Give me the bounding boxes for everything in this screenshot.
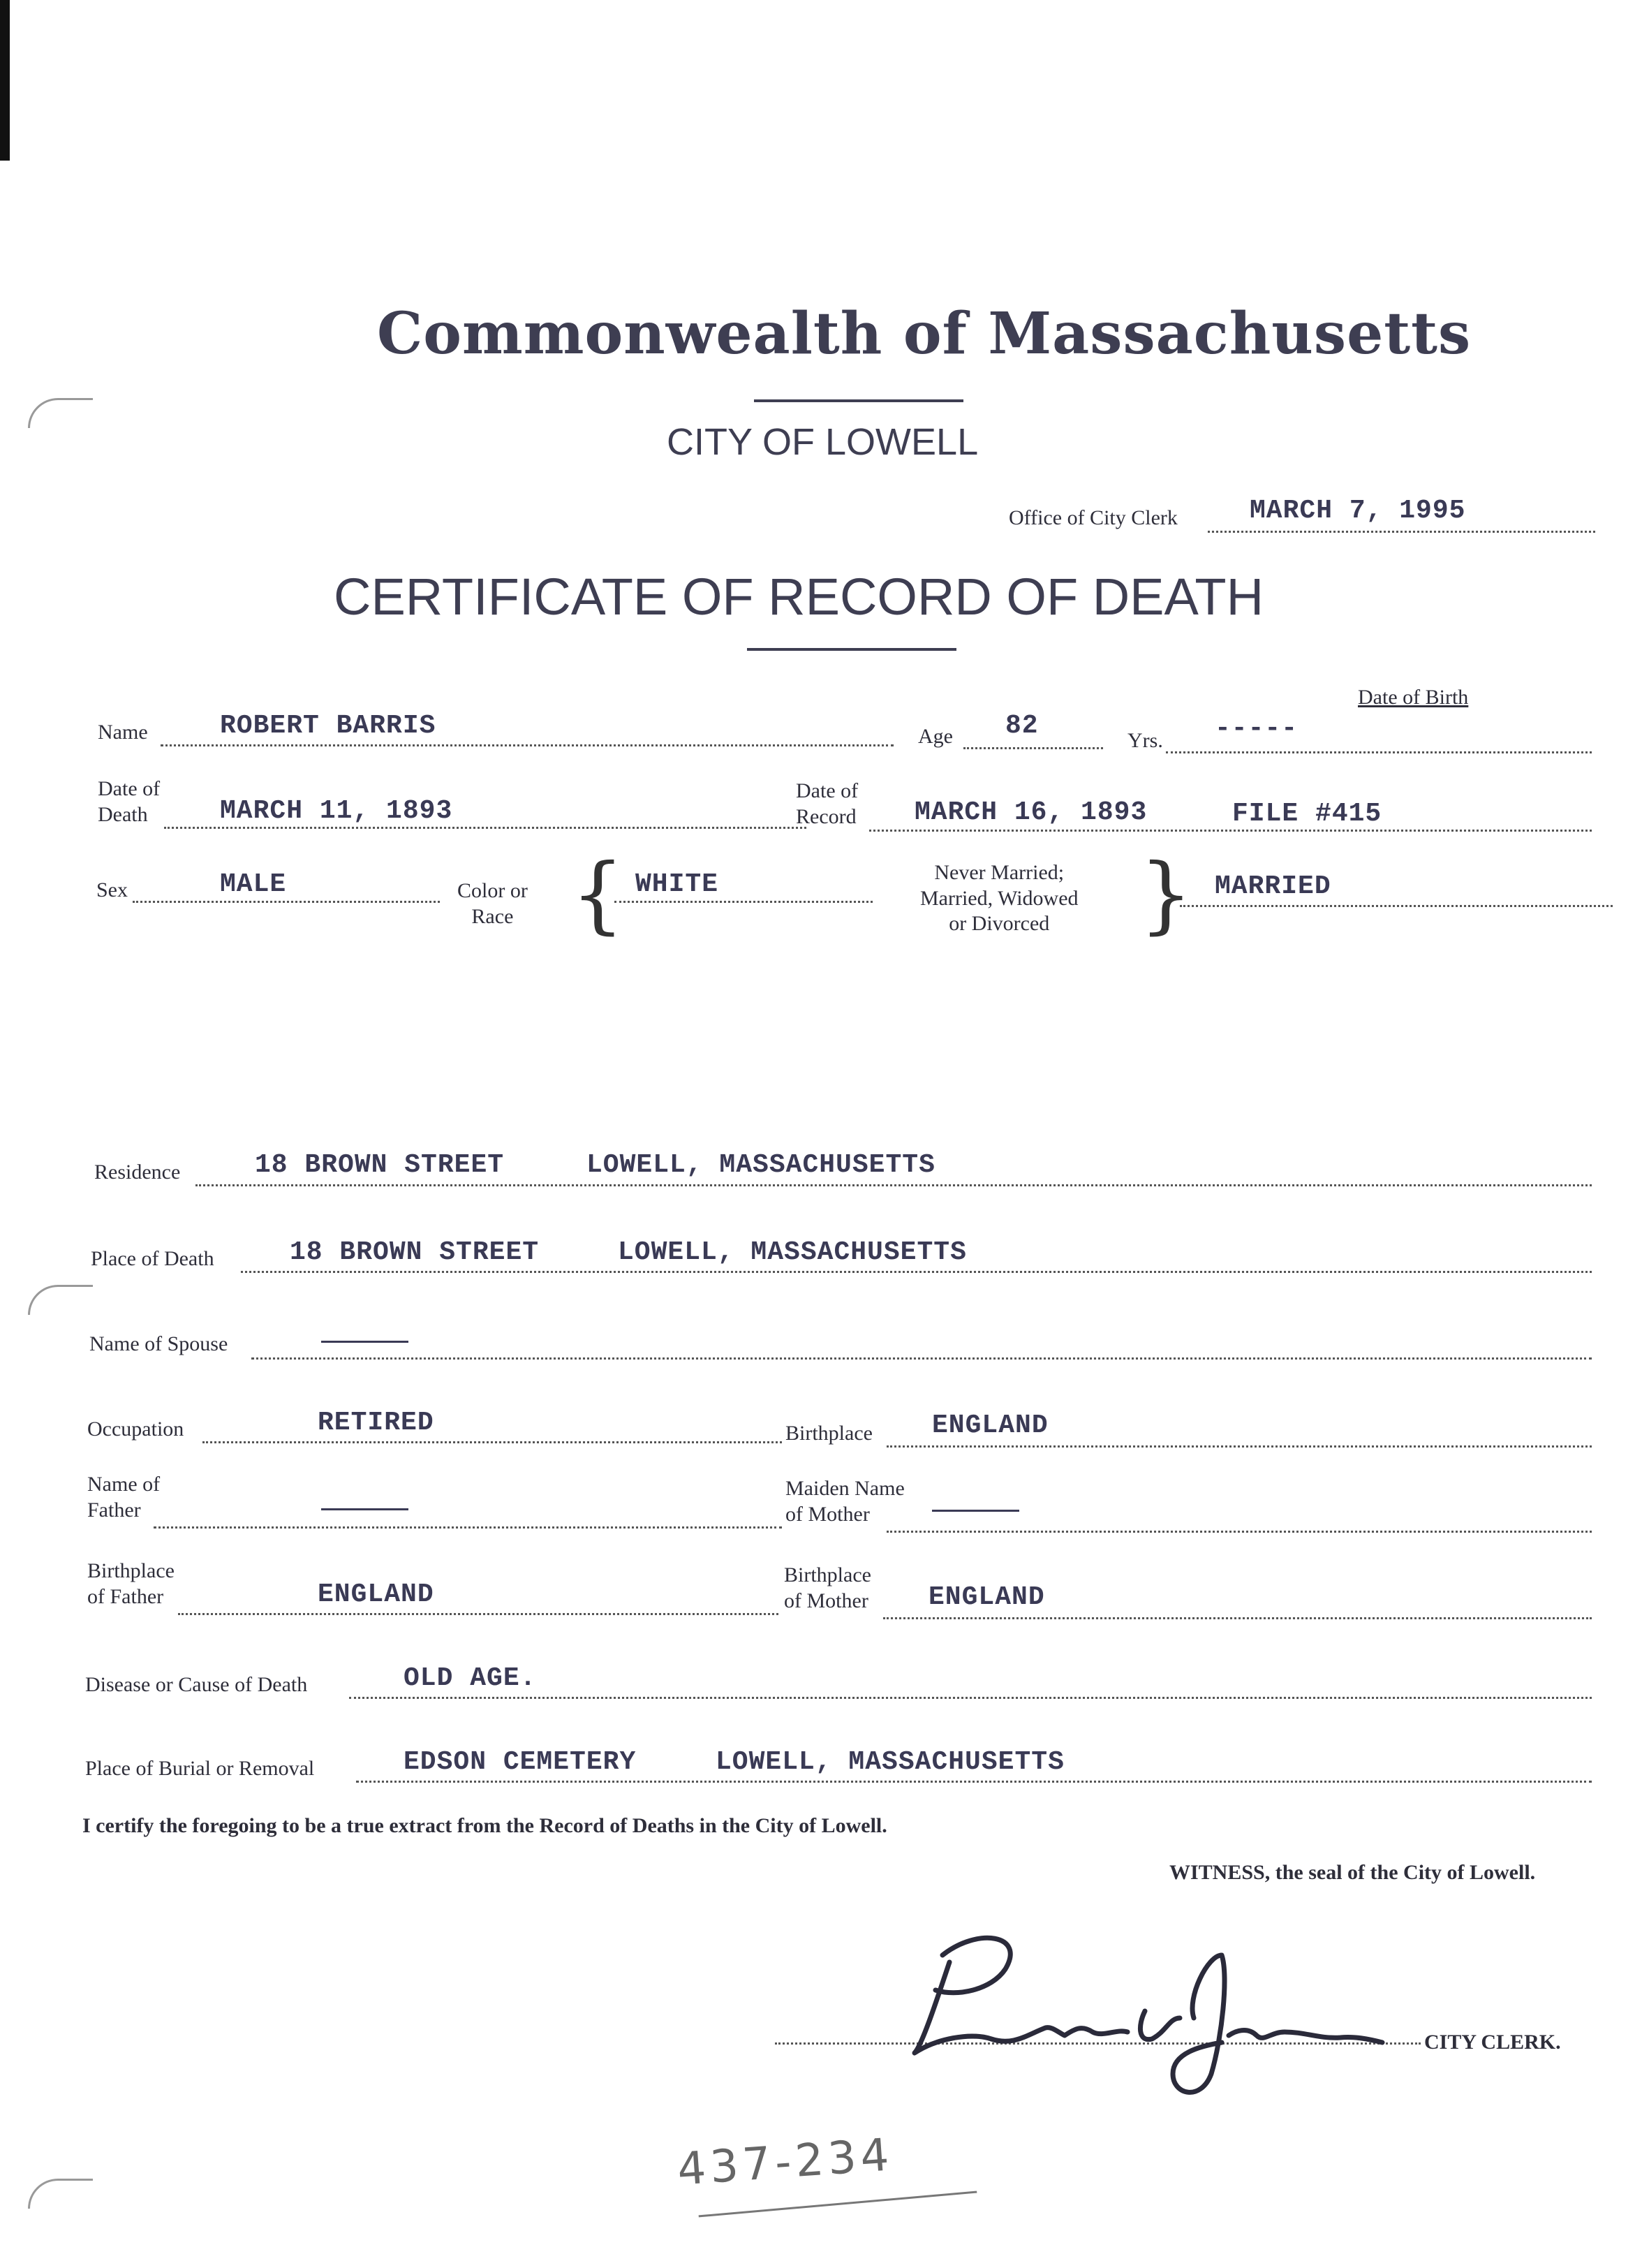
father-birthplace-line	[178, 1613, 778, 1615]
place-of-death-label: Place of Death	[91, 1247, 214, 1270]
date-of-record-value: MARCH 16, 1893	[915, 797, 1148, 827]
birthplace-line	[887, 1445, 1592, 1448]
age-line	[963, 747, 1103, 749]
title-rule	[747, 648, 956, 651]
sex-line	[133, 901, 440, 903]
occupation-value: RETIRED	[318, 1408, 434, 1438]
spouse-label: Name of Spouse	[89, 1332, 228, 1355]
mother-birthplace-line	[883, 1617, 1592, 1619]
date-of-record-line	[869, 830, 1592, 832]
office-label: Office of City Clerk	[1009, 506, 1178, 529]
name-label: Name	[98, 721, 148, 744]
burial-place-value: EDSON CEMETERY	[404, 1747, 637, 1777]
mother-maiden-line	[887, 1531, 1592, 1533]
certification-statement: I certify the foregoing to be a true extract from the Record of Deaths in the City of Lowell.	[82, 1814, 887, 1837]
occupation-label: Occupation	[87, 1418, 184, 1441]
place-of-death-street: 18 BROWN STREET	[290, 1237, 540, 1267]
residence-line	[195, 1184, 1592, 1186]
age-label: Age	[918, 725, 953, 748]
cause-of-death-value: OLD AGE.	[404, 1663, 537, 1693]
birthplace-value: ENGLAND	[932, 1411, 1049, 1441]
city-heading: CITY OF LOWELL	[667, 421, 979, 463]
date-of-death-value: MARCH 11, 1893	[220, 796, 453, 826]
handwritten-number: 437-234	[675, 2129, 895, 2196]
race-value: WHITE	[635, 869, 719, 899]
marital-status-label: Never Married; Married, Widowed or Divorced	[920, 861, 1079, 936]
date-of-record-label: Date of Record	[796, 779, 859, 828]
birthplace-label: Birthplace	[785, 1422, 873, 1445]
age-value: 82	[1005, 711, 1039, 741]
name-line	[161, 744, 894, 746]
scan-edge-bar	[0, 0, 10, 161]
header-rule	[754, 399, 963, 402]
certificate-title: CERTIFICATE OF RECORD OF DEATH	[334, 568, 1264, 626]
date-of-birth-value: -----	[1215, 714, 1299, 744]
cause-of-death-label: Disease or Cause of Death	[85, 1673, 308, 1696]
mother-birthplace-label: Birthplace of Mother	[784, 1563, 871, 1612]
residence-city: LOWELL, MASSACHUSETTS	[586, 1150, 935, 1180]
date-of-birth-label: Date of Birth	[1358, 686, 1469, 709]
name-value: ROBERT BARRIS	[220, 711, 436, 741]
punch-hole-mark	[28, 398, 93, 428]
mother-birthplace-value: ENGLAND	[929, 1582, 1045, 1612]
father-name-line	[154, 1526, 782, 1529]
race-brace: {	[571, 846, 625, 943]
city-clerk-label: CITY CLERK.	[1424, 2031, 1561, 2054]
place-of-death-city: LOWELL, MASSACHUSETTS	[618, 1237, 967, 1267]
mother-maiden-value	[932, 1510, 1019, 1512]
dob-line	[1166, 751, 1592, 753]
marital-brace: }	[1139, 846, 1193, 943]
date-of-death-line	[164, 827, 806, 829]
father-name-label: Name of Father	[87, 1473, 161, 1522]
marital-line	[1180, 905, 1613, 907]
sex-label: Sex	[96, 878, 128, 901]
clerk-signature	[894, 1913, 1396, 2116]
father-name-value	[321, 1508, 408, 1510]
spouse-line	[251, 1357, 1592, 1360]
place-of-death-line	[241, 1271, 1592, 1273]
witness-statement: WITNESS, the seal of the City of Lowell.	[1169, 1861, 1536, 1884]
marital-value: MARRIED	[1215, 871, 1331, 901]
handwritten-underline	[699, 2191, 977, 2218]
father-birthplace-value: ENGLAND	[318, 1580, 434, 1610]
father-birthplace-label: Birthplace of Father	[87, 1559, 175, 1608]
office-date-line	[1208, 531, 1595, 533]
residence-label: Residence	[94, 1161, 181, 1184]
punch-hole-mark	[28, 2179, 93, 2209]
yrs-label: Yrs.	[1127, 729, 1163, 752]
race-line	[614, 901, 873, 903]
spouse-value	[321, 1341, 408, 1343]
date-of-death-label: Date of Death	[98, 777, 161, 826]
occupation-line	[202, 1441, 782, 1443]
race-label: Color or Race	[457, 879, 528, 928]
cause-of-death-line	[349, 1697, 1592, 1699]
burial-line	[356, 1781, 1592, 1783]
sex-value: MALE	[220, 869, 287, 899]
state-heading: Commonwealth of Massachusetts	[377, 300, 1472, 367]
residence-street: 18 BROWN STREET	[255, 1150, 505, 1180]
office-date: MARCH 7, 1995	[1250, 496, 1466, 526]
file-number: FILE #415	[1232, 799, 1382, 829]
punch-hole-mark	[28, 1285, 93, 1315]
burial-city-value: LOWELL, MASSACHUSETTS	[716, 1747, 1065, 1777]
mother-maiden-label: Maiden Name of Mother	[785, 1477, 905, 1526]
burial-label: Place of Burial or Removal	[85, 1757, 315, 1780]
